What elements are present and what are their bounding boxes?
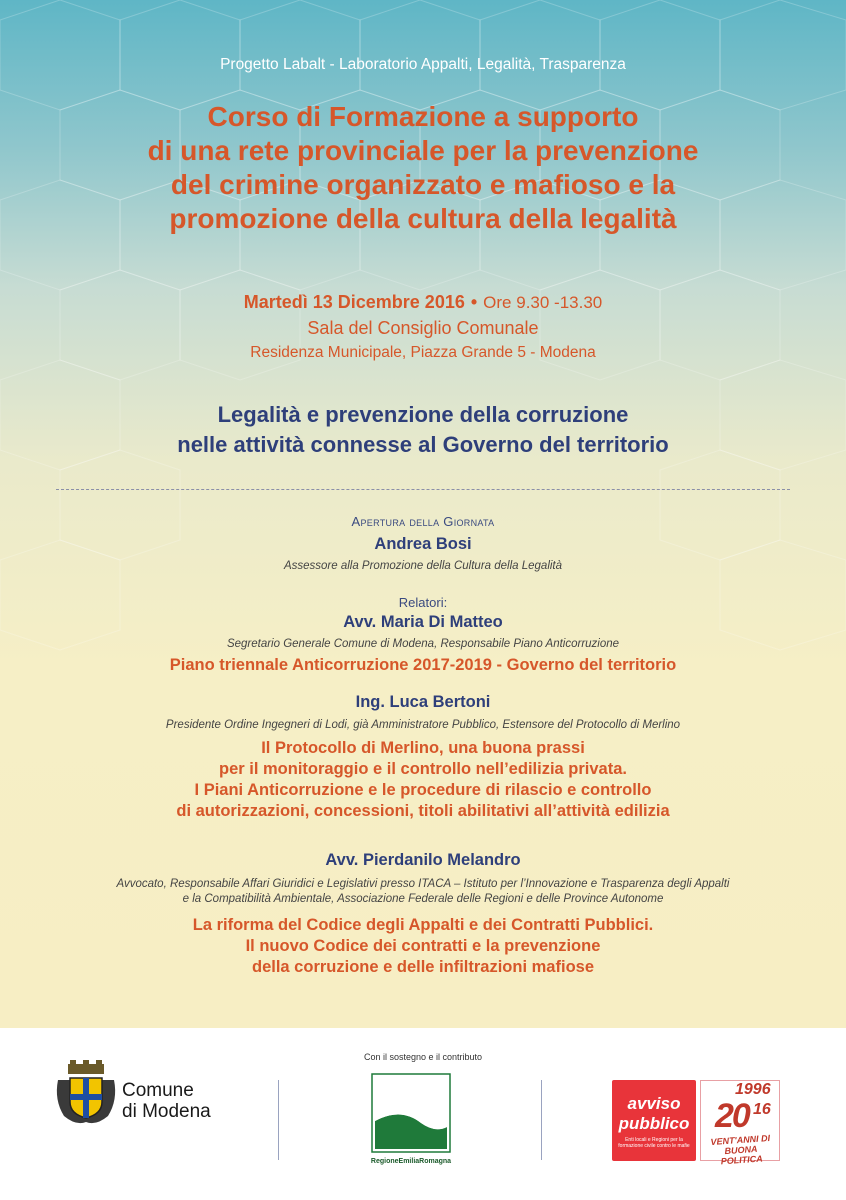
avviso-logo-line: avviso bbox=[627, 1094, 681, 1113]
talk-title: Piano triennale Anticorruzione 2017-2019 - Governo del territorio bbox=[169, 656, 677, 674]
speaker-name: Avv. Pierdanilo Melandro bbox=[325, 851, 521, 869]
talk-line: della corruzione e delle infiltrazioni mafiose bbox=[252, 958, 594, 976]
anni-logo-number: 20 bbox=[715, 1097, 749, 1135]
dashed-divider bbox=[56, 489, 790, 490]
speaker-role bbox=[0, 877, 846, 907]
opening-role: Assessore alla Promozione della Cultura della Legalità bbox=[283, 560, 563, 572]
talk-title bbox=[0, 738, 846, 822]
region-name: RegioneEmiliaRomagna bbox=[370, 1158, 452, 1165]
talk-line: Il nuovo Codice dei contratti e la prevenzione bbox=[245, 937, 601, 955]
anni-logo-subtitle-line: VENT'ANNI DI bbox=[710, 1132, 771, 1148]
talk-line: di autorizzazioni, concessioni, titoli abilitativi all’attività edilizia bbox=[176, 802, 670, 820]
theme-line: Legalità e prevenzione della corruzione bbox=[217, 402, 629, 427]
talk-title bbox=[0, 915, 846, 978]
talk-line: I Piani Anticorruzione e le procedure di rilascio e controllo bbox=[194, 781, 652, 799]
speaker-name: Avv. Maria Di Matteo bbox=[343, 613, 503, 631]
speaker-role-line: e la Compatibilità Ambientale, Associazione Federale delle Regioni e delle Province Autonome bbox=[182, 893, 664, 905]
comune-name-line: Comune bbox=[122, 1080, 194, 1101]
speakers-label: Relatori: bbox=[398, 595, 448, 610]
anni-logo-small-number: 16 bbox=[753, 1101, 771, 1118]
theme-line: nelle attività connesse al Governo del territorio bbox=[177, 432, 669, 457]
anni-logo-year: 1996 bbox=[735, 1081, 771, 1098]
avviso-logo-subtitle: Enti locali e Regioni per la formazione civile contro le mafie bbox=[618, 1137, 690, 1149]
event-date-time bbox=[0, 292, 846, 313]
course-title bbox=[0, 100, 846, 236]
course-title-line: del crimine organizzato e mafioso e la bbox=[170, 169, 676, 200]
event-time: Ore 9.30 -13.30 bbox=[483, 293, 603, 312]
comune-name bbox=[122, 1080, 211, 1122]
opening-speaker: Andrea Bosi bbox=[374, 535, 472, 553]
vent-anni-logo bbox=[700, 1080, 780, 1167]
anni-logo-subtitle-line: BUONA POLITICA bbox=[720, 1143, 763, 1167]
event-date: Martedì 13 Dicembre 2016 bbox=[243, 292, 465, 312]
avviso-logo-line: pubblico bbox=[618, 1114, 690, 1133]
talk-line: Il Protocollo di Merlino, una buona prassi bbox=[261, 739, 585, 757]
support-text: Con il sostegno e il contributo bbox=[363, 1052, 483, 1062]
anni-logo-subtitle bbox=[704, 1133, 778, 1168]
comune-coat-of-arms-icon bbox=[54, 1060, 118, 1128]
separator-dot: • bbox=[470, 292, 478, 312]
regione-emilia-romagna-logo-icon bbox=[371, 1073, 451, 1153]
talk-line: La riforma del Codice degli Appalti e dei Contratti Pubblici. bbox=[192, 916, 654, 934]
event-venue: Sala del Consiglio Comunale bbox=[307, 318, 539, 338]
comune-name-line: di Modena bbox=[122, 1101, 211, 1122]
course-title-line: promozione della cultura della legalità bbox=[169, 203, 677, 234]
footer-separator bbox=[278, 1080, 279, 1160]
course-title-line: Corso di Formazione a supporto bbox=[207, 101, 639, 132]
theme-title bbox=[0, 400, 846, 460]
event-address: Residenza Municipale, Piazza Grande 5 - Modena bbox=[250, 344, 596, 361]
speaker-role: Segretario Generale Comune di Modena, Responsabile Piano Anticorruzione bbox=[226, 638, 620, 650]
talk-line: per il monitoraggio e il controllo nell’edilizia privata. bbox=[219, 760, 627, 778]
speaker-role-line: Avvocato, Responsabile Affari Giuridici e Legislativi presso ITACA – Istituto per l’Innovazione e Trasparenza degli Appalti bbox=[116, 878, 730, 890]
speaker-name: Ing. Luca Bertoni bbox=[355, 693, 491, 711]
avviso-pubblico-logo bbox=[612, 1080, 696, 1161]
project-name: Progetto Labalt - Laboratorio Appalti, Legalità, Trasparenza bbox=[220, 56, 626, 73]
course-title-line: di una rete provinciale per la prevenzione bbox=[147, 135, 699, 166]
footer-separator bbox=[541, 1080, 542, 1160]
opening-label: Apertura della Giornata bbox=[351, 514, 495, 529]
speaker-role: Presidente Ordine Ingegneri di Lodi, già Amministratore Pubblico, Estensore del Protocollo di Merlino bbox=[165, 719, 681, 731]
